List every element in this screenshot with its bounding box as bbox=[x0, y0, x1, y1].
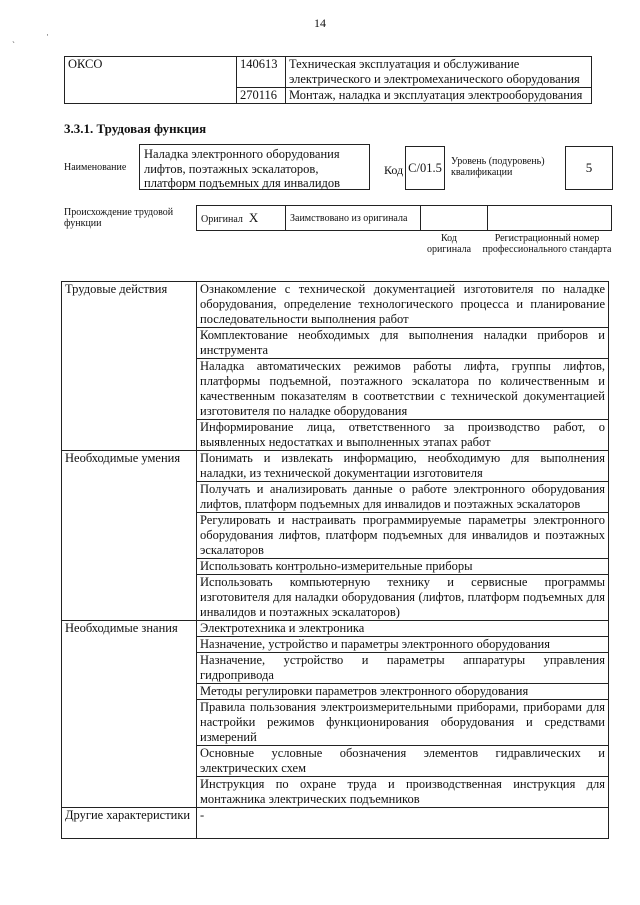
code-original-label: Код оригинала bbox=[426, 233, 472, 255]
origin-table bbox=[196, 205, 612, 231]
other-header: Другие характеристики bbox=[62, 808, 197, 839]
action-item: Наладка автоматических режимов работы лифта, группы лифтов, платформы подъемной, поэтажного эскалатора по количественным и качественным показателям в соответствии с технической документацией изготовителя по наладке оборудования bbox=[197, 359, 609, 420]
okso-text: Техническая эксплуатация и обслуживание электрического и электромеханического оборудования bbox=[286, 57, 592, 88]
knowledge-item: Методы регулировки параметров электронного оборудования bbox=[197, 684, 609, 700]
okso-code: 140613 bbox=[237, 57, 286, 88]
page-number: 14 bbox=[314, 16, 326, 30]
code-original-cell bbox=[421, 206, 488, 231]
scan-speck: · bbox=[46, 30, 49, 40]
level-label: Уровень (подуровень) квалификации bbox=[451, 156, 545, 178]
original-mark: X bbox=[248, 210, 259, 225]
action-item: Информирование лица, ответственного за производство работ, о выявленных недостатках и выполненных этапах работ bbox=[197, 420, 609, 451]
action-item: Ознакомление с технической документацией изготовителя по наладке оборудования, определение технологического процесса и планирование последовательности выполнения работ bbox=[197, 282, 609, 328]
code-label: Код bbox=[384, 163, 404, 177]
function-name: Наладка электронного оборудования лифтов, поэтажных эскалаторов, платформ подъемных для инвалидов bbox=[139, 144, 370, 190]
name-label: Наименование bbox=[64, 162, 127, 173]
qualification-level: 5 bbox=[565, 146, 613, 190]
skill-item: Использовать компьютерную технику и сервисные программы изготовителя для наладки оборудования (лифтов, платформ подъемных для инвалидов и поэтажных эскалаторов) bbox=[197, 575, 609, 621]
knowledge-header: Необходимые знания bbox=[62, 621, 197, 808]
skill-item: Использовать контрольно-измерительные приборы bbox=[197, 559, 609, 575]
origin-label: Происхождение трудовой функции bbox=[64, 207, 174, 229]
reg-number-label: Регистрационный номер профессионального стандарта bbox=[482, 233, 612, 255]
skill-item: Понимать и извлекать информацию, необходимую для выполнения наладки, из технической документации изготовителя bbox=[197, 451, 609, 482]
origin-original-cell bbox=[197, 206, 286, 231]
okso-code: 270116 bbox=[237, 88, 286, 104]
function-code: C/01.5 bbox=[405, 146, 445, 190]
original-label: Оригинал bbox=[201, 214, 243, 225]
knowledge-item: Назначение, устройство и параметры электронного оборудования bbox=[197, 637, 609, 653]
section-title: 3.3.1. Трудовая функция bbox=[64, 121, 207, 136]
skill-item: Регулировать и настраивать программируемые параметры электронного оборудования лифтов, платформ подъемных для инвалидов и поэтажных эскалаторов bbox=[197, 513, 609, 559]
action-item: Комплектование необходимых для выполнения наладки приборов и инструмента bbox=[197, 328, 609, 359]
knowledge-item: Электротехника и электроника bbox=[197, 621, 609, 637]
labor-function-table bbox=[61, 281, 609, 839]
skills-header: Необходимые умения bbox=[62, 451, 197, 621]
knowledge-item: Назначение, устройство и параметры аппаратуры управления гидропривода bbox=[197, 653, 609, 684]
skill-item: Получать и анализировать данные о работе электронного оборудования лифтов, платформ подъемных для инвалидов и поэтажных эскалаторов bbox=[197, 482, 609, 513]
actions-header: Трудовые действия bbox=[62, 282, 197, 451]
knowledge-item: Основные условные обозначения элементов гидравлических и электрических схем bbox=[197, 746, 609, 777]
borrowed-label: Заимствовано из оригинала bbox=[286, 206, 421, 231]
knowledge-item: Инструкция по охране труда и производственная инструкция для монтажника электрических подъемников bbox=[197, 777, 609, 808]
reg-number-cell bbox=[488, 206, 612, 231]
okso-text: Монтаж, наладка и эксплуатация электрооборудования bbox=[286, 88, 592, 104]
okso-table bbox=[64, 56, 592, 104]
knowledge-item: Правила пользования электроизмерительными приборами, приборами для настройки режимов функционирования оборудования и средствами измерений bbox=[197, 700, 609, 746]
okso-label: ОКСО bbox=[65, 57, 237, 104]
scan-speck: ˋ bbox=[12, 40, 15, 50]
other-value: - bbox=[197, 808, 609, 839]
